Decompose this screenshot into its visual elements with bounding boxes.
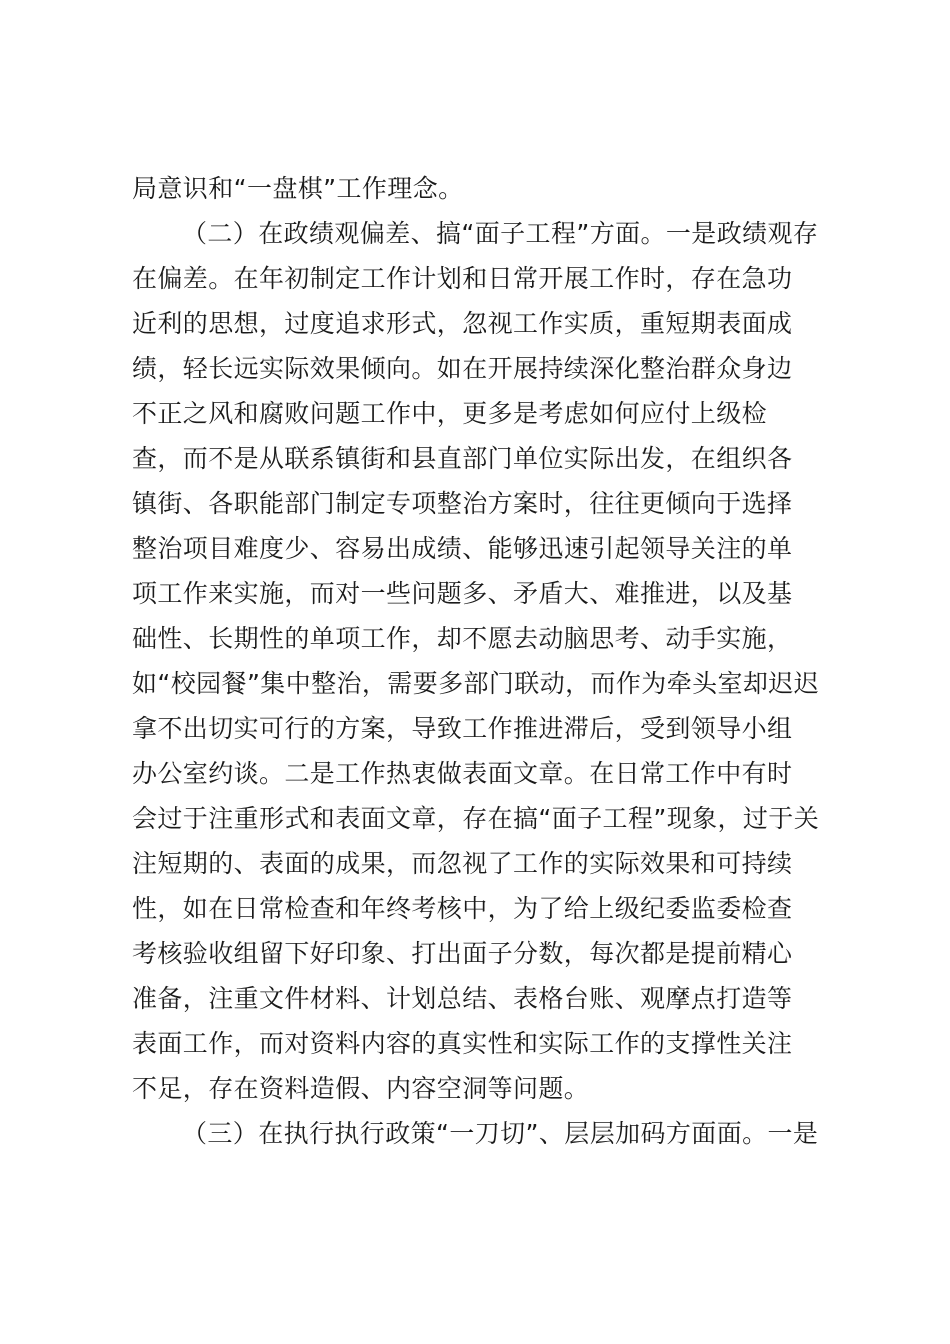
text-line: 注短期的、表面的成果，而忽视了工作的实际效果和可持续: [132, 849, 793, 878]
text-line: 查，而不是从联系镇街和县直部门单位实际出发，在组织各: [132, 444, 793, 473]
text-line: 表面工作，而对资料内容的真实性和实际工作的支撑性关注: [132, 1029, 793, 1058]
text-line: 局意识和“一盘棋”工作理念。: [132, 174, 464, 203]
text-line: 准备，注重文件材料、计划总结、表格台账、观摩点打造等: [132, 984, 793, 1013]
text-line: 拿不出切实可行的方案，导致工作推进滞后，受到领导小组: [132, 714, 793, 743]
text-line: 办公室约谈。二是工作热衷做表面文章。在日常工作中有时: [132, 759, 793, 788]
section-heading-line: （二）在政绩观偏差、搞“面子工程”方面。一是政绩观存: [182, 219, 819, 248]
text-line: 不正之风和腐败问题工作中，更多是考虑如何应付上级检: [132, 399, 768, 428]
text-line: 整治项目难度少、容易出成绩、能够迅速引起领导关注的单: [132, 534, 793, 563]
text-line: 近利的思想，过度追求形式，忽视工作实质，重短期表面成: [132, 309, 793, 338]
text-line: 镇街、各职能部门制定专项整治方案时，往往更倾向于选择: [132, 489, 793, 518]
text-line: 在偏差。在年初制定工作计划和日常开展工作时，存在急功: [132, 264, 793, 293]
text-line: 础性、长期性的单项工作，却不愿去动脑思考、动手实施，: [132, 624, 793, 653]
text-line: 考核验收组留下好印象、打出面子分数，每次都是提前精心: [132, 939, 793, 968]
text-line: 不足，存在资料造假、内容空洞等问题。: [132, 1074, 590, 1103]
text-line: 会过于注重形式和表面文章，存在搞“面子工程”现象，过于关: [132, 804, 820, 833]
section-heading-line: （三）在执行执行政策“一刀切”、层层加码方面面。一是: [182, 1119, 819, 1148]
text-line: 项工作来实施，而对一些问题多、矛盾大、难推进，以及基: [132, 579, 793, 608]
text-line: 如“校园餐”集中整治，需要多部门联动，而作为牵头室却迟迟: [132, 669, 820, 698]
text-line: 性，如在日常检查和年终考核中，为了给上级纪委监委检查: [132, 894, 793, 923]
text-line: 绩，轻长远实际效果倾向。如在开展持续深化整治群众身边: [132, 354, 793, 383]
